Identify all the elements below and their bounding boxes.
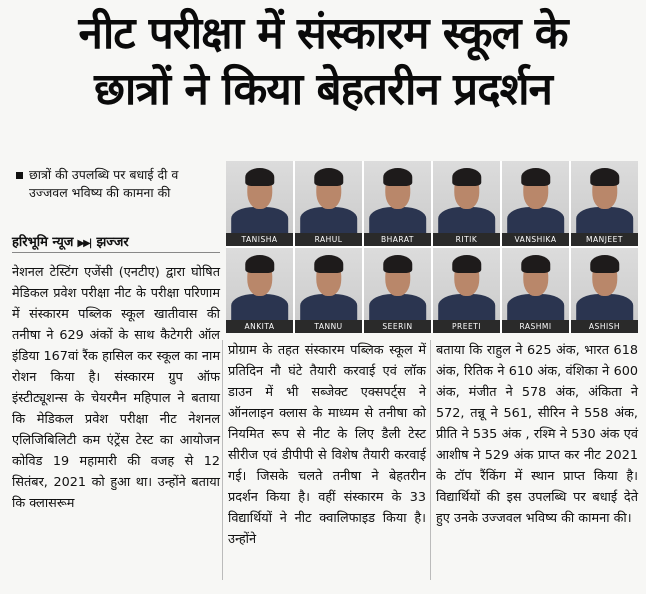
student-photo — [571, 248, 638, 333]
student-photo — [226, 248, 293, 333]
student-name: TANISHA — [226, 233, 293, 246]
student-name: PREETI — [433, 320, 500, 333]
student-photo-grid — [226, 161, 638, 333]
headline-line-2: छात्रों ने किया बेहतरीन प्रदर्शन — [94, 64, 552, 115]
student-name: MANJEET — [571, 233, 638, 246]
byline-divider — [12, 252, 220, 253]
highlight-line-2: उज्जवल भविष्य की कामना की — [29, 185, 171, 200]
student-name: ASHISH — [571, 320, 638, 333]
student-photo — [433, 248, 500, 333]
student-name: RASHMI — [502, 320, 569, 333]
student-photo — [295, 161, 362, 246]
student-photo — [433, 161, 500, 246]
student-name: RITIK — [433, 233, 500, 246]
article-column-3: बताया कि राहुल ने 625 अंक, भारत 618 अंक, रितिक ने 610 अंक, वंशिका ने 600 अंक, मंजीत ने 578 अंक, अंकिता ने 572, तन्नू ने 561, सीरिन ने 558 अंक, प्रीति ने 535 अंक , रश्मि ने 530 अंक एवं आशीष ने 529 अंक प्राप्त कर नीट 2021 के टॉप रैंकिंग में स्थान प्राप्त किया है। विद्यार्थियों की इस उपलब्धि पर बधाई देते हुए उनके उज्जवल भविष्य की कामना की। — [436, 343, 638, 526]
student-name: BHARAT — [364, 233, 431, 246]
student-photo — [502, 161, 569, 246]
student-photo — [226, 161, 293, 246]
student-photo — [295, 248, 362, 333]
student-name: TANNU — [295, 320, 362, 333]
article-column-1: नेशनल टेस्टिंग एजेंसी (एनटीए) द्वारा घोषित मेडिकल प्रवेश परीक्षा नीट के परीक्षा परिणाम में संस्कारम पब्लिक स्कूल खातीवास की तनीषा ने 629 अंकों के साथ कैटेगरी ऑल इंडिया 167वां रैंक हासिल कर स्कूल का नाम रोशन किया है। संस्कारम ग्रुप ऑफ इंस्टीट्यूशन्स के चेयरमैन महिपाल ने बताया कि मेडिकल प्रवेश परीक्षा नीट नेशनल एलिजिबिलिटी कम एंट्रेंस टेस्ट का आयोजन कोविड 19 महामारी की वजह से 12 सितंबर, 2021 को हुआ था। उन्होंने बताया कि क्लासरूम — [12, 265, 220, 511]
byline-place: झज्जर — [96, 235, 129, 250]
byline-source: हरिभूमि न्यूज — [12, 235, 74, 250]
headline — [0, 6, 646, 118]
student-name: VANSHIKA — [502, 233, 569, 246]
column-divider — [222, 340, 223, 580]
student-name: RAHUL — [295, 233, 362, 246]
student-name: ANKITA — [226, 320, 293, 333]
headline-line-1: नीट परीक्षा में संस्कारम स्कूल के — [78, 8, 568, 59]
student-photo — [364, 161, 431, 246]
student-photo — [364, 248, 431, 333]
student-name: SEERIN — [364, 320, 431, 333]
highlight-line-1: छात्रों की उपलब्धि पर बधाई दी व — [29, 167, 179, 182]
highlight-note — [16, 166, 226, 202]
student-photo — [502, 248, 569, 333]
double-arrow-icon: ▶▶| — [77, 238, 91, 249]
bullet-square-icon — [16, 172, 23, 179]
article-column-2: प्रोग्राम के तहत संस्कारम पब्लिक स्कूल में प्रतिदिन नौ घंटे तैयारी करवाई एवं लॉक डाउन में भी सब्जेक्ट एक्सपर्ट्स ने ऑनलाइन क्लास के माध्यम से तनीषा को नियमित रूप से नीट के लिए डैली टेस्ट सीरीज एवं डीपीपी से विशेष तैयारी करवाई गई। जिसके चलते तनीषा ने बेहतरीन प्रदर्शन किया है। वहीं संस्कारम के 33 विद्यार्थियों ने नीट क्वालिफाइड किया है। उन्होंने — [228, 343, 426, 547]
column-divider — [430, 340, 431, 580]
student-photo — [571, 161, 638, 246]
byline — [12, 232, 222, 250]
